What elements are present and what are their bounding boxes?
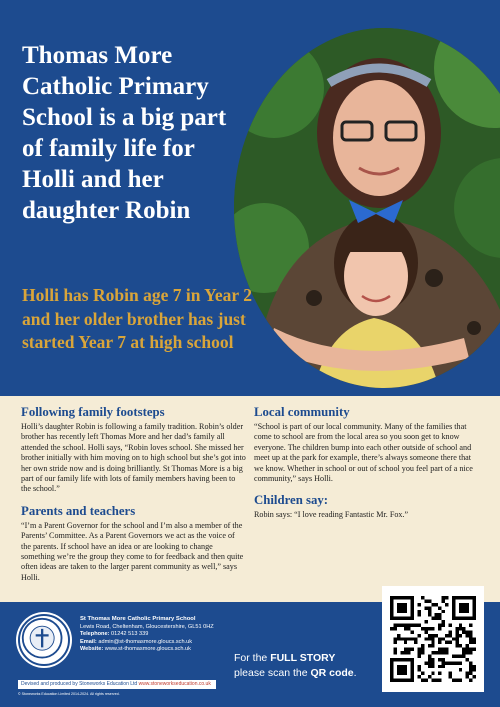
school-telephone: Telephone: 01242 513 339 [80, 631, 149, 638]
school-crest-icon [20, 616, 68, 664]
school-email: Email: admin@st-thomasmore.gloucs.sch.uk [80, 638, 193, 645]
page-headline: Thomas More Catholic Primary School is a big part of family life for Holli and her daughter Robin [22, 42, 227, 224]
school-website: Website: www.st-thomasmore.gloucs.sch.uk [80, 645, 191, 652]
qr-code-icon [390, 596, 476, 682]
school-contact-info [80, 616, 240, 653]
section-title-family: Following family footsteps [21, 405, 165, 419]
left-column [21, 404, 246, 583]
website-link[interactable]: www.st-thomasmore.gloucs.sch.uk [104, 645, 191, 652]
credit-url-link[interactable]: www.stoneworkseducation.co.uk [138, 681, 211, 687]
school-name: St Thomas More Catholic Primary School [80, 616, 196, 622]
family-photo-illustration [234, 28, 500, 388]
section-body-family: Holli’s daughter Robin is following a family tradition. Robin’s older brother has recently left Thomas More and her dad’s family all attended the school. Holli says, “Robin loves school. She missed her brother initially with him moving on to high school but she’s got into her own stride now and is doing brilliantly. St Thomas More is a big part of our family life with lots of family members having been to the school.” [21, 422, 246, 494]
page-subheadline: Holli has Robin age 7 in Year 2 and her older brother has just started Year 7 at high school [22, 285, 252, 352]
family-photo [234, 28, 500, 388]
credit-bar: Devised and produced by Stoneworks Education Ltd www.stoneworkseducation.co.uk [18, 680, 216, 689]
section-body-community: “School is part of our local community. Many of the families that come to school are from the local area so you soon get to know everyone. The children bump into each other outside of school and meet up at the park for example, there’s always someone there that we know. Whether in school or out of school you feel part of a nice community,” says Holli. [254, 422, 473, 484]
section-title-parents: Parents and teachers [21, 503, 136, 518]
section-title-children: Children say: [254, 493, 329, 508]
section-body-children: Robin says: “I love reading Fantastic Mr. Fox.” [254, 510, 409, 520]
school-address: Lewis Road, Cheltenham, Gloucestershire, GL51 0HZ [80, 624, 214, 631]
full-story-callout: For the FULL STORY please scan the QR code. [234, 652, 357, 679]
copyright-text: © Stoneworks Education Limited 2014-2024. All rights reserved. [18, 692, 120, 696]
right-column [254, 404, 480, 521]
section-title-community: Local community [254, 405, 350, 419]
section-body-parents: “I’m a Parent Governor for the school and I’m also a member of the Parents’ Committee. As a Parent Governors we act as the voice of the parents. If school have an idea or are looking to change something we’re the group they come to for feedback and then quite often ideas are taken to the larger parent community as well,” says Holli. [21, 520, 244, 582]
qr-code[interactable] [382, 586, 484, 692]
email-link[interactable]: admin@st-thomasmore.gloucs.sch.uk [98, 638, 193, 645]
school-logo-icon [18, 614, 70, 666]
